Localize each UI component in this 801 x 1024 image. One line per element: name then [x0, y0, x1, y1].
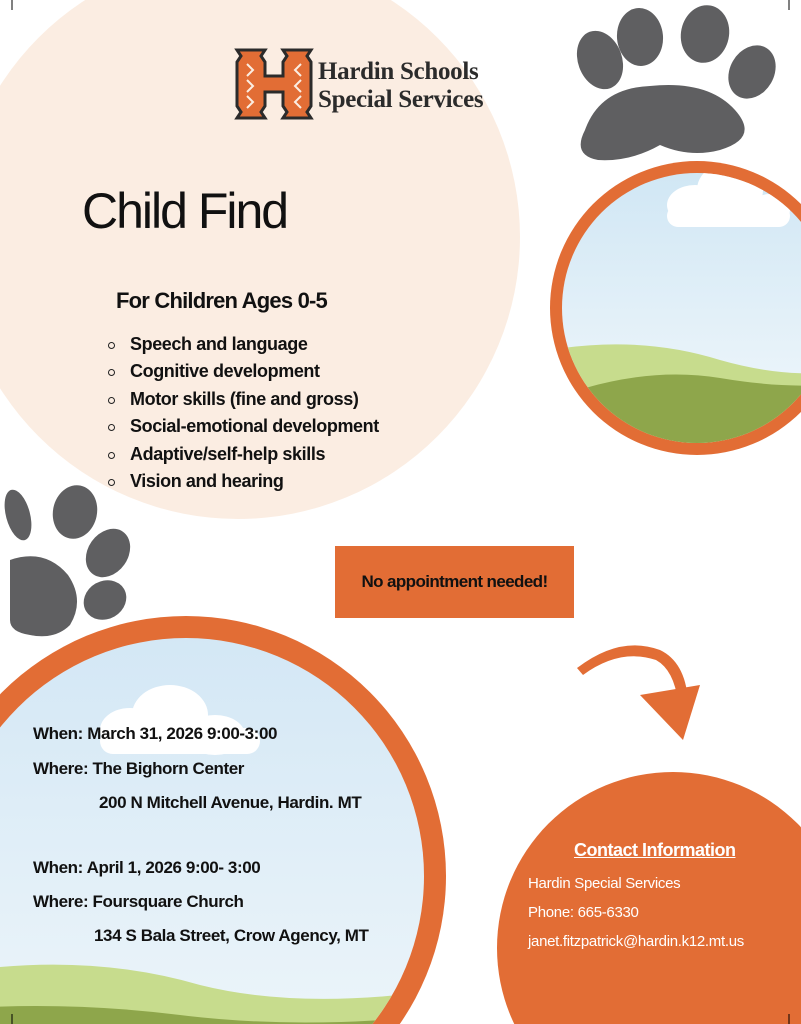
developmental-areas-list [106, 331, 379, 495]
event-1-address: 200 N Mitchell Avenue, Hardin. MT [99, 793, 362, 812]
paw-print-icon [0, 481, 139, 636]
circle-picture-right [550, 160, 801, 460]
event-2-where: Where: Foursquare Church [33, 892, 244, 911]
curved-arrow-icon [577, 645, 700, 740]
contact-heading: Contact Information [574, 840, 736, 860]
bullet-circle-icon [108, 479, 115, 486]
page-subtitle: For Children Ages 0-5 [116, 288, 327, 313]
contact-email[interactable]: janet.fitzpatrick@hardin.k12.mt.us [528, 933, 744, 950]
list-item: Adaptive/self-help skills [106, 441, 379, 468]
list-item: Speech and language [106, 331, 379, 358]
contact-org: Hardin Special Services [528, 875, 681, 892]
appointment-note-box [335, 546, 574, 618]
event-2-address: 134 S Bala Street, Crow Agency, MT [94, 926, 369, 945]
bullet-circle-icon [108, 369, 115, 376]
event-2-when: When: April 1, 2026 9:00- 3:00 [33, 858, 261, 877]
list-item: Motor skills (fine and gross) [106, 386, 379, 413]
bullet-circle-icon [108, 452, 115, 459]
bullet-circle-icon [108, 424, 115, 431]
circle-picture-bottom-left [0, 616, 446, 1024]
event-1-when: When: March 31, 2026 9:00-3:00 [33, 724, 278, 743]
list-item: Cognitive development [106, 358, 379, 385]
paw-print-icon [569, 1, 785, 161]
logo-wordmark [318, 58, 483, 114]
bullet-circle-icon [108, 397, 115, 404]
page-title: Child Find [82, 183, 288, 239]
list-item: Social-emotional development [106, 413, 379, 440]
bullet-circle-icon [108, 342, 115, 349]
contact-circle [497, 772, 801, 1024]
contact-phone[interactable]: Phone: 665-6330 [528, 904, 639, 921]
list-item: Vision and hearing [106, 468, 379, 495]
logo-h-icon [233, 46, 315, 122]
appointment-note-text: No appointment needed! [361, 572, 548, 591]
logo-line-1: Hardin Schools [318, 58, 479, 85]
logo-line-2: Special Services [318, 86, 484, 113]
event-1-where: Where: The Bighorn Center [33, 759, 245, 778]
